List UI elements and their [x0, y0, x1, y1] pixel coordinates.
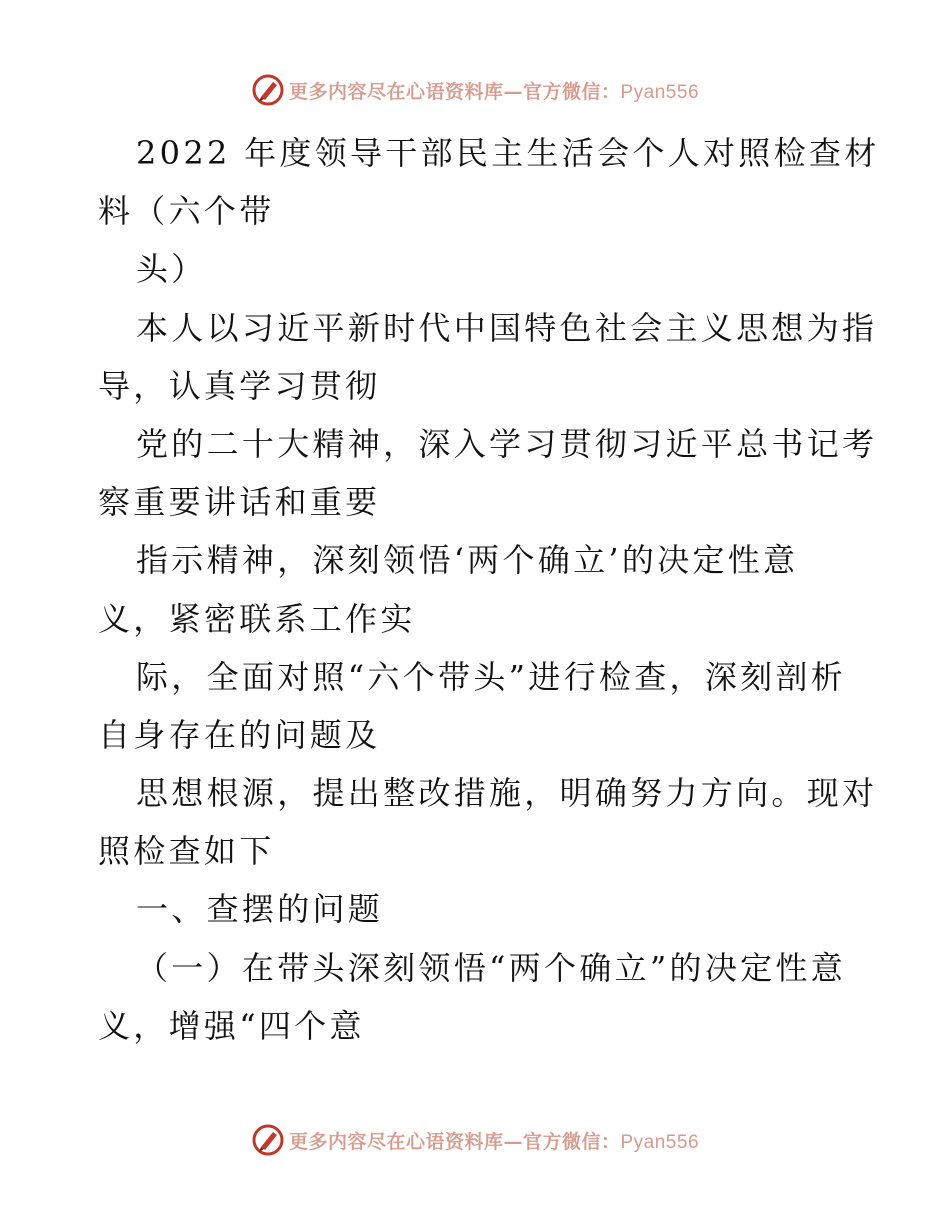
- pen-logo-icon: [251, 73, 285, 107]
- text-line: 2022 年度领导干部民主生活会个人对照检查材: [136, 134, 880, 172]
- text-line: 思想根源，提出整改措施，明确努力方向。现对: [136, 774, 878, 813]
- watermark-group: [251, 73, 699, 107]
- text-line: （一）在带头深刻领悟“两个确立”的决定性意: [136, 948, 847, 987]
- text-line: 义，增强“四个意: [98, 1006, 365, 1045]
- watermark-text: 更多内容尽在心语资料库—官方微信：Pyan556: [288, 1130, 700, 1153]
- text-line: 义，紧密联系工作实: [98, 599, 416, 638]
- footer-watermark: [0, 1120, 950, 1160]
- pen-logo-icon: [251, 1123, 285, 1157]
- text-line: 照检查如下: [98, 832, 275, 871]
- text-line: 一、查摆的问题: [136, 890, 384, 929]
- text-line: 料（六个带: [98, 192, 275, 231]
- document-body: [98, 124, 880, 1055]
- text-line: 头）: [136, 250, 207, 289]
- text-line: 本人以习近平新时代中国特色社会主义思想为指: [136, 308, 878, 347]
- text-line: 导，认真学习贯彻: [98, 366, 381, 405]
- text-line: 自身存在的问题及: [98, 715, 381, 754]
- watermark-text: 更多内容尽在心语资料库—官方微信：Pyan556: [288, 80, 700, 103]
- watermark-group: [251, 1123, 699, 1157]
- header-watermark: [0, 70, 950, 110]
- text-line: 际，全面对照“六个带头”进行检查，深刻剖析: [136, 657, 847, 696]
- text-line: 党的二十大精神，深入学习贯彻习近平总书记考: [136, 424, 878, 463]
- text-line: 察重要讲话和重要: [98, 483, 381, 522]
- text-line: 指示精神，深刻领悟‘两个确立’的决定性意: [136, 541, 799, 580]
